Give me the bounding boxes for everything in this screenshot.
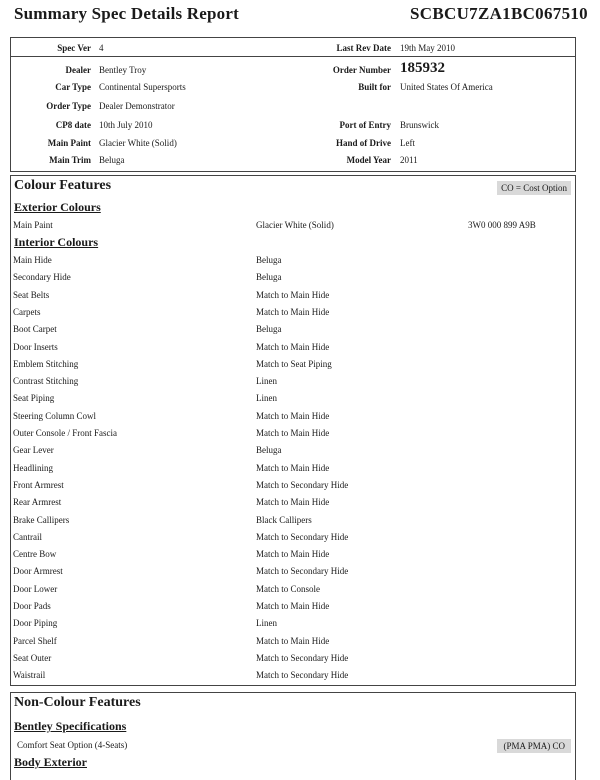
feature-value: Beluga (256, 272, 282, 283)
spec-row-cp8 (11, 117, 575, 133)
feature-name: Contrast Stitching (13, 376, 79, 387)
option-cost-badge: (PMA PMA) CO (497, 739, 571, 753)
spec-row-main-paint (11, 135, 575, 151)
feature-value: Glacier White (Solid) (256, 220, 334, 230)
feature-value: Linen (256, 618, 277, 629)
report-title: Summary Spec Details Report (14, 4, 239, 23)
feature-name: Main Paint (13, 220, 53, 230)
interior-row (13, 494, 575, 511)
feature-name: Door Pads (13, 601, 51, 611)
model-year-label: Model Year (346, 155, 391, 165)
interior-row (13, 529, 575, 546)
feature-name: Secondary Hide (13, 272, 71, 283)
feature-value: Match to Secondary Hide (256, 670, 349, 681)
interior-row (13, 460, 575, 477)
interior-row (13, 598, 575, 615)
feature-name: Door Armrest (13, 566, 63, 577)
feature-name: Door Lower (13, 583, 58, 594)
feature-name: Rear Armrest (13, 497, 62, 508)
report-header (14, 4, 588, 30)
interior-row (13, 425, 575, 442)
interior-row (13, 252, 575, 269)
interior-row (13, 304, 575, 321)
feature-name: Emblem Stitching (13, 358, 79, 369)
feature-value: Linen (256, 393, 277, 404)
port-label: Port of Entry (339, 120, 391, 130)
spec-details-panel (10, 37, 576, 172)
interior-row (13, 581, 575, 598)
car-type-value: Continental Supersports (99, 82, 186, 92)
interior-row (13, 339, 575, 356)
interior-row (13, 287, 575, 304)
feature-value: Match to Main Hide (256, 289, 330, 300)
colour-features-panel (10, 175, 576, 686)
cp8-label: CP8 date (55, 120, 91, 130)
interior-row (13, 563, 575, 580)
feature-name: Seat Belts (13, 289, 50, 300)
feature-value: Match to Secondary Hide (256, 652, 349, 663)
feature-value: Match to Main Hide (256, 462, 330, 473)
interior-row (13, 615, 575, 632)
feature-name: Carpets (13, 306, 41, 317)
feature-value: Match to Secondary Hide (256, 479, 349, 490)
spec-ver-value: 4 (99, 43, 104, 53)
hand-of-drive-value: Left (400, 138, 415, 148)
feature-value: Match to Main Hide (256, 410, 330, 421)
dealer-value: Bentley Troy (99, 65, 147, 75)
interior-row (13, 321, 575, 338)
order-type-label: Order Type (46, 101, 91, 111)
feature-value: Match to Main Hide (256, 549, 330, 560)
feature-code: 3W0 000 899 A9B (468, 220, 536, 230)
bentley-specifications-title: Bentley Specifications (14, 719, 127, 733)
feature-name: Gear Lever (13, 445, 54, 456)
main-paint-value: Glacier White (Solid) (99, 138, 177, 148)
interior-row (13, 390, 575, 407)
hand-of-drive-label: Hand of Drive (336, 138, 391, 148)
exterior-colours-title: Exterior Colours (14, 200, 101, 214)
feature-value: Match to Main Hide (256, 635, 330, 646)
model-year-value: 2011 (400, 155, 418, 165)
feature-name: Front Armrest (13, 479, 64, 490)
last-rev-value: 19th May 2010 (400, 43, 455, 53)
interior-row (13, 546, 575, 563)
feature-value: Match to Main Hide (256, 306, 330, 317)
non-colour-features-panel (10, 692, 576, 780)
car-type-label: Car Type (55, 82, 91, 92)
feature-name: Headlining (13, 462, 53, 473)
interior-row (13, 442, 575, 459)
interior-row (13, 667, 575, 684)
main-trim-value: Beluga (99, 155, 125, 165)
order-number-value: 185932 (400, 60, 445, 76)
feature-name: Door Inserts (13, 341, 58, 352)
feature-value: Match to Secondary Hide (256, 531, 349, 542)
built-for-label: Built for (358, 82, 391, 92)
spec-row-spec-ver (11, 40, 575, 56)
feature-value: Match to Main Hide (256, 341, 330, 352)
non-colour-features-title: Non-Colour Features (14, 695, 141, 710)
colour-features-title: Colour Features (14, 178, 112, 193)
spec-row-order-type (11, 98, 575, 114)
feature-value: Black Callipers (256, 514, 312, 525)
feature-name: Centre Bow (13, 549, 57, 560)
exterior-row (13, 217, 575, 234)
feature-value: Match to Secondary Hide (256, 566, 349, 577)
spec-row-car-type (11, 79, 575, 95)
dealer-label: Dealer (65, 65, 91, 75)
feature-name: Cantrail (13, 531, 42, 542)
feature-value: Match to Seat Piping (256, 358, 332, 369)
feature-name: Parcel Shelf (13, 635, 57, 646)
feature-value: Match to Console (256, 583, 320, 594)
main-trim-label: Main Trim (49, 155, 91, 165)
body-exterior-title: Body Exterior (14, 755, 87, 769)
feature-name: Seat Piping (13, 393, 55, 404)
main-paint-label: Main Paint (47, 138, 91, 148)
spec-ver-label: Spec Ver (57, 43, 91, 53)
option-row (17, 737, 575, 754)
feature-value: Match to Main Hide (256, 601, 330, 611)
interior-row (13, 408, 575, 425)
feature-name: Main Hide (13, 255, 52, 265)
cp8-value: 10th July 2010 (99, 120, 153, 130)
spec-row-main-trim (11, 152, 575, 168)
built-for-value: United States Of America (400, 82, 493, 92)
spec-divider (11, 56, 575, 57)
interior-colours-title: Interior Colours (14, 235, 99, 249)
last-rev-label: Last Rev Date (336, 43, 391, 53)
feature-value: Beluga (256, 445, 282, 456)
feature-name: Brake Callipers (13, 514, 70, 525)
feature-value: Match to Main Hide (256, 428, 330, 438)
interior-row (13, 633, 575, 650)
interior-row (13, 269, 575, 286)
feature-name: Outer Console / Front Fascia (13, 428, 117, 438)
feature-name: Steering Column Cowl (13, 410, 96, 421)
interior-row (13, 373, 575, 390)
feature-value: Linen (256, 376, 277, 387)
feature-value: Beluga (256, 324, 282, 335)
feature-name: Seat Outer (13, 652, 52, 663)
interior-row (13, 356, 575, 373)
feature-name: Waistrail (13, 670, 46, 681)
cost-option-badge: CO = Cost Option (497, 181, 571, 195)
vin-number: SCBCU7ZA1BC067510 (410, 4, 588, 23)
feature-name: Door Piping (13, 618, 58, 629)
option-name: Comfort Seat Option (4-Seats) (17, 740, 128, 750)
interior-row (13, 477, 575, 494)
feature-name: Boot Carpet (13, 324, 57, 335)
order-number-label: Order Number (332, 65, 391, 75)
feature-value: Match to Main Hide (256, 497, 330, 508)
spec-row-dealer (11, 62, 575, 78)
feature-value: Beluga (256, 255, 282, 265)
interior-row (13, 650, 575, 667)
port-value: Brunswick (400, 120, 439, 130)
order-type-value: Dealer Demonstrator (99, 101, 175, 111)
interior-row (13, 512, 575, 529)
